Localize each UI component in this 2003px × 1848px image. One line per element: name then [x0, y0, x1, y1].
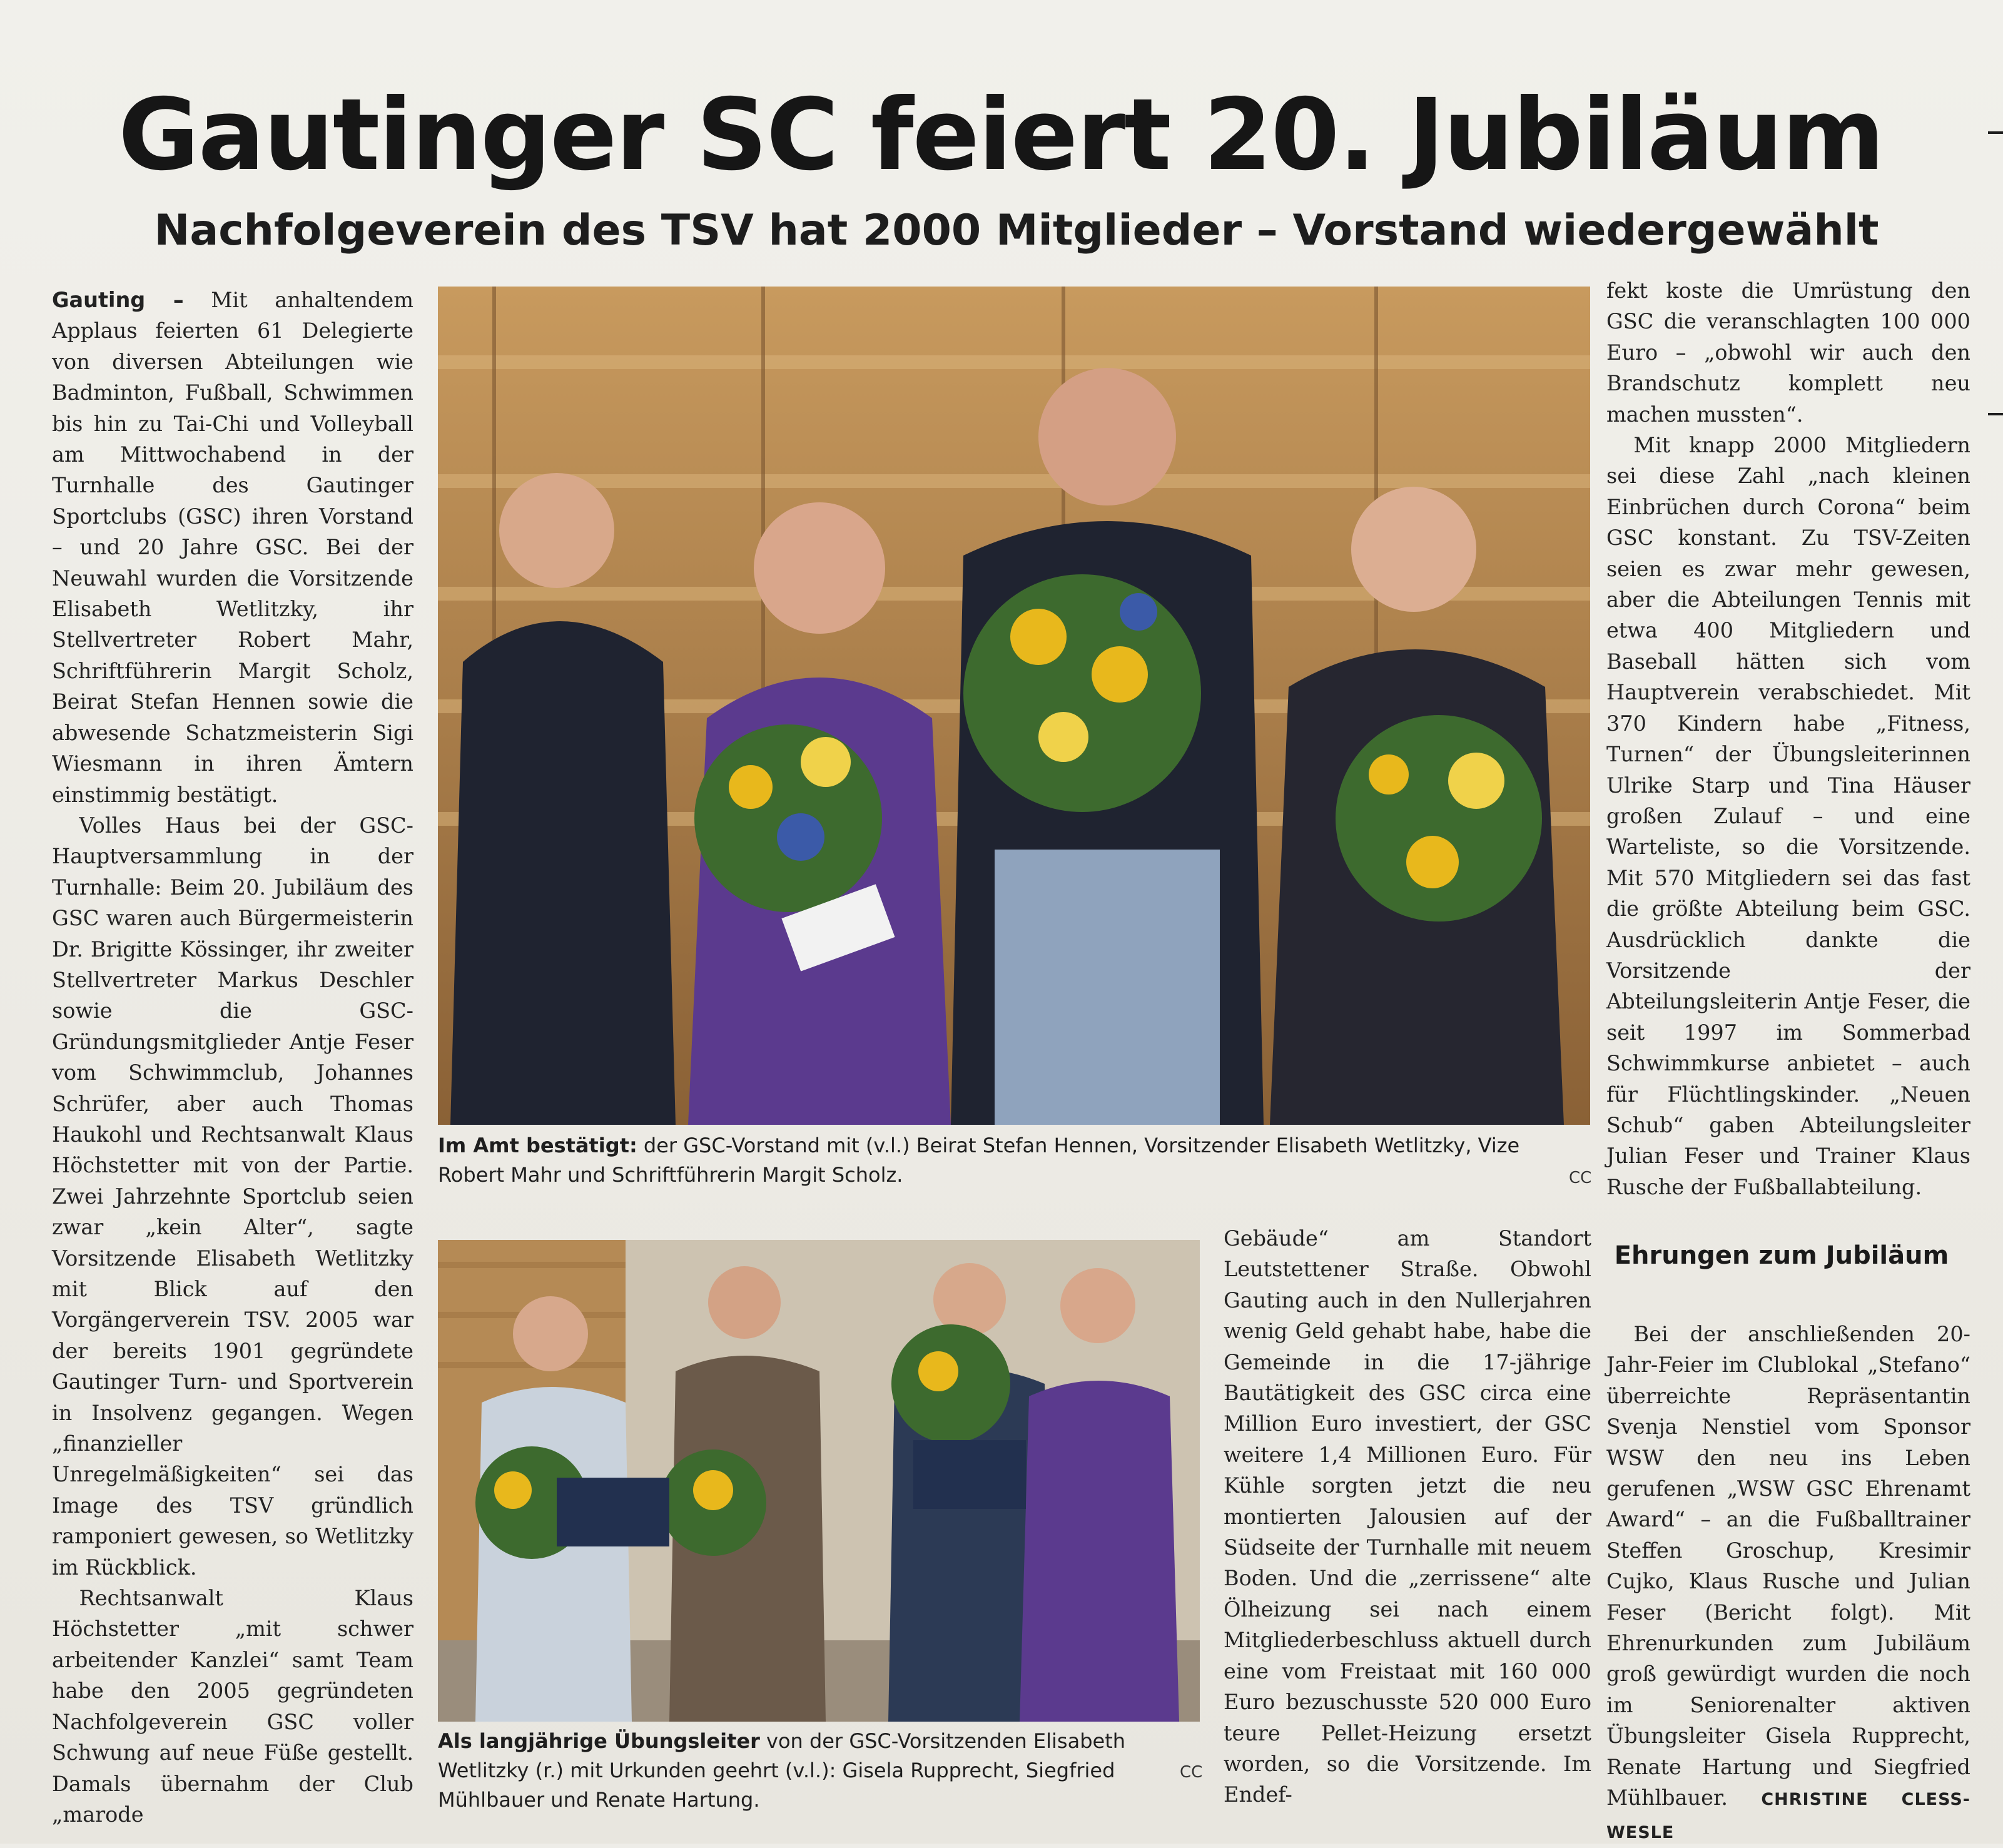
paragraph: Gebäude“ am Standort Leutstettener Straße. Obwohl Gauting auch in den Nullerjahren wenig Geld gehabt habe, habe die Gemeinde in die 17-jährige Bautätigkeit des GSC circa eine Million Euro investiert, der GSC weitere 1,4 Millionen Euro. Für Kühle sorgten jetzt die neu montierten Jalousien auf der Südseite der Turnhalle mit neuem Boden. Und die „zerrissene“ alte Ölheizung sei nach einem Mitgliederbeschluss aktuell durch eine vom Freistaat mit 160 000 Euro bezuschusste 520 000 Euro teure Pellet-Heizung ersetzt worden, so die Vorsitzende. Im Endef- [1224, 1226, 1591, 1807]
paragraph: Gauting – Mit anhaltendem Applaus feierten 61 Delegierte von diversen Abteilungen wie Badminton, Fußball, Schwimmen bis hin zu Tai-Chi und Volleyball am Mittwochabend in der Turnhalle des Gautinger Sportclubs (GSC) ihren Vorstand – und 20 Jahre GSC. Bei der Neuwahl wurden die Vorsitzende Elisabeth Wetlitzky, ihr Stellvertreter Robert Mahr, Schriftführerin Margit Scholz, Beirat Stefan Hennen sowie die abwesende Schatzmeisterin Sigi Wiesmann in ihren Ämtern einstimmig bestätigt. [52, 288, 413, 807]
paragraph: Bei der anschließenden 20-Jahr-Feier im Clublokal „Stefano“ überreichte Repräsentantin Svenja Nenstiel vom Sponsor WSW den neu ins Leben gerufenen „WSW GSC Ehrenamt Award“ – an die Fußballtrainer Steffen Groschup, Kresimir Cujko, Klaus Rusche und Julian Feser (Bericht folgt). Mit Ehrenurkunden zum Jubiläum groß gewürdigt wurden die noch im Seniorenalter aktiven Übungsleiter Gisela Rupprecht, Renate Hartung und Siegfried Mühlbauer. CHRISTINE CLESS-WESLE [1606, 1322, 1971, 1842]
photo-credit: CC [1569, 1169, 1592, 1187]
photo-honored-instructors-caption: Als langjährige Übungsleiter von der GSC-Vorsitzenden Elisabeth Wetlitzky (r.) mit Urkunden geehrt (v.l.): Gisela Rupprecht, Siegfried Mühlbauer und Renate Hartung. [438, 1729, 1126, 1812]
article-column-3 [1606, 275, 1970, 1214]
section-heading: Ehrungen zum Jubiläum [1614, 1241, 1949, 1270]
article-column-2 [1224, 1223, 1591, 1842]
article-column-1 [52, 285, 413, 1827]
photo-board-members [438, 287, 1590, 1125]
subheadline: Nachfolgeverein des TSV hat 2000 Mitglieder – Vorstand wiedergewählt [154, 206, 1879, 255]
paragraph: Rechtsanwalt Klaus Höchstetter „mit schwer arbeitender Kanzlei“ samt Team habe den 2005 gegründeten Nachfolgeverein GSC voller Schwung auf neue Füße gestellt. Damals übernahm der Club „marode [52, 1586, 413, 1827]
neighbor-column-rule [1988, 131, 2003, 134]
author-byline: CHRISTINE CLESS-WESLE [1606, 1790, 1971, 1842]
photo-honored-instructors-image [438, 1240, 1200, 1722]
paragraph: Volles Haus bei der GSC-Hauptversammlung in der Turnhalle: Beim 20. Jubiläum des GSC waren auch Bürgermeisterin Dr. Brigitte Kössinger, ihr zweiter Stellvertreter Markus Deschler sowie die GSC-Gründungsmitglieder Antje Feser vom Schwimmclub, Johannes Schrüfer, aber auch Thomas Haukohl und Rechtsanwalt Klaus Höchstetter mit von der Partie. Zwei Jahrzehnte Sportclub seien zwar „kein Alter“, sagte Vorsitzende Elisabeth Wetlitzky mit Blick auf den Vorgängerverein TSV. 2005 war der bereits 1901 gegründete Gautinger Turn- und Sportverein in Insolvenz gegangen. Wegen „finanzieller Unregelmäßigkeiten“ sei das Image des TSV gründlich ramponiert gewesen, so Wetlitzky im Rückblick. [52, 813, 413, 1580]
photo-credit: CC [1180, 1763, 1203, 1782]
dateline: Gauting – [52, 288, 184, 312]
article-column-3-continued [1606, 1319, 1971, 1842]
paragraph: fekt koste die Umrüstung den GSC die veranschlagten 100 000 Euro – „obwohl wir auch den Brandschutz komplett neu machen mussten“. [1606, 278, 1970, 427]
headline: Gautinger SC feiert 20. Jubiläum [118, 78, 1884, 193]
photo-board-members-caption: Im Amt bestätigt: der GSC-Vorstand mit (v.l.) Beirat Stefan Hennen, Vorsitzender Elisabeth Wetlitzky, Vize Robert Mahr und Schriftführerin Margit Scholz. [438, 1134, 1520, 1187]
paragraph: Mit knapp 2000 Mitgliedern sei diese Zahl „nach kleinen Einbrüchen durch Corona“ beim GSC konstant. Zu TSV-Zeiten seien es zwar mehr gewesen, aber die Abteilungen Tennis mit etwa 400 Mitgliedern und Baseball hätten sich vom Hauptverein verabschiedet. Mit 370 Kindern habe „Fitness, Turnen“ der Übungsleiterinnen Ulrike Starp und Tina Häuser großen Zulauf – und eine Warteliste, so die Vorsitzende. Mit 570 Mitgliedern sei das fast die größte Abteilung beim GSC. Ausdrücklich dankte die Vorsitzende der Abteilungsleiterin Antje Feser, die seit 1997 im Sommerbad Schwimmkurse anbietet – auch für Flüchtlingskinder. „Neuen Schub“ gaben Abteilungsleiter Julian Feser und Trainer Klaus Rusche der Fußballabteilung. [1606, 433, 1970, 1199]
photo-board-members-image [438, 287, 1590, 1125]
neighbor-column-rule [1988, 413, 2003, 415]
photo-honored-instructors [438, 1240, 1200, 1722]
